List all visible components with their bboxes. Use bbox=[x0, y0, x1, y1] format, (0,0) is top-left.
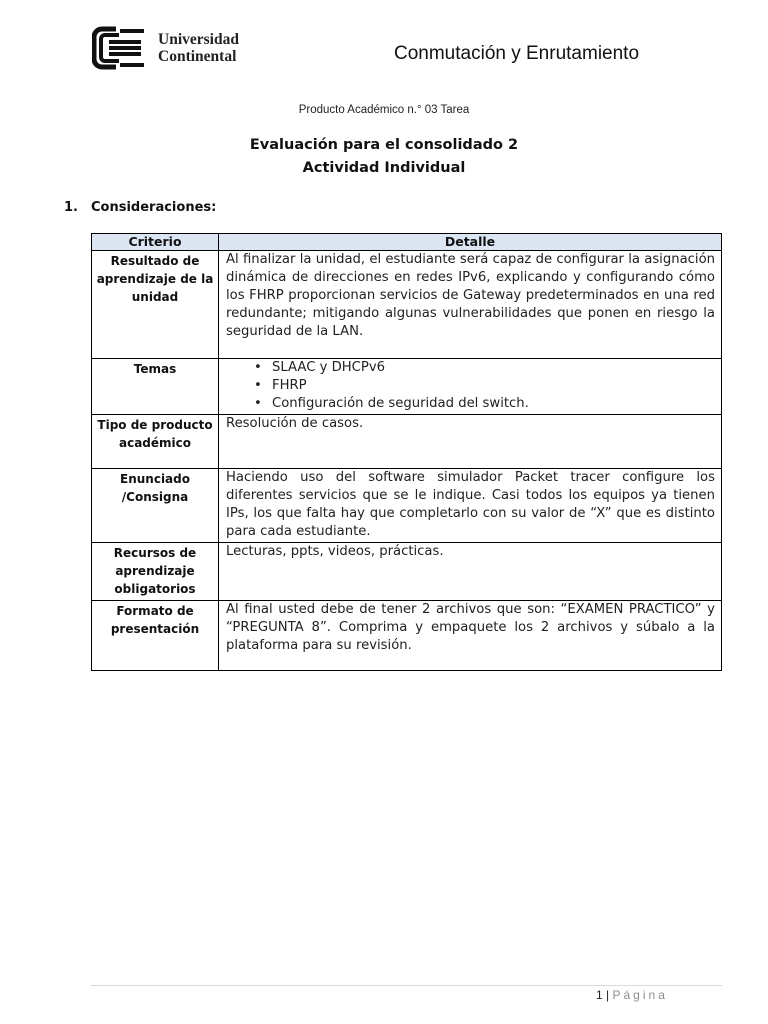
page-number: 1 bbox=[596, 988, 603, 1002]
logo-text bbox=[158, 31, 239, 65]
table-row bbox=[92, 359, 722, 415]
list-item: • FHRP bbox=[254, 377, 715, 395]
page-header bbox=[0, 0, 768, 100]
title-line-2: Actividad Individual bbox=[302, 160, 466, 176]
topics-list bbox=[226, 359, 715, 413]
header-criterio: Criterio bbox=[92, 234, 219, 251]
title-line-1: Evaluación para el consolidado 2 bbox=[249, 137, 519, 153]
table-header-row bbox=[92, 234, 722, 251]
section-number: 1. bbox=[64, 200, 78, 215]
detalle-cell bbox=[219, 359, 722, 415]
criterio-cell: Enunciado /Consigna bbox=[92, 469, 219, 543]
footer-divider bbox=[91, 985, 722, 986]
table-row bbox=[92, 415, 722, 469]
list-item: • SLAAC y DHCPv6 bbox=[254, 359, 715, 377]
criterio-cell: Recursos de aprendizaje obligatorios bbox=[92, 543, 219, 601]
university-logo bbox=[92, 26, 239, 70]
section-title: Consideraciones: bbox=[91, 200, 217, 215]
product-label: Producto Académico n.° 03 Tarea bbox=[298, 104, 470, 116]
table-row bbox=[92, 601, 722, 671]
considerations-table bbox=[91, 233, 722, 671]
header-detalle: Detalle bbox=[219, 234, 722, 251]
detalle-cell: Al finalizar la unidad, el estudiante será capaz de configurar la asignación dinámica de direcciones en redes IPv6, explicando y configurando cómo los FHRP proporcionan servicios de Gateway predeterminados en una red redundante; mitigando algunas vulnerabilidades que ponen en riesgo la seguridad de la LAN. bbox=[219, 251, 722, 359]
detalle-cell: Resolución de casos. bbox=[219, 415, 722, 469]
criterio-cell: Formato de presentación bbox=[92, 601, 219, 671]
logo-line-1: Universidad bbox=[158, 31, 239, 48]
document-title bbox=[0, 134, 768, 180]
detalle-cell: Lecturas, ppts, videos, prácticas. bbox=[219, 543, 722, 601]
criterio-cell: Temas bbox=[92, 359, 219, 415]
list-item: • Configuración de seguridad del switch. bbox=[254, 395, 715, 413]
criterio-cell: Tipo de producto académico bbox=[92, 415, 219, 469]
logo-line-2: Continental bbox=[158, 48, 237, 65]
criterio-cell: Resultado de aprendizaje de la unidad bbox=[92, 251, 219, 359]
detalle-cell: Haciendo uso del software simulador Packet tracer configure los diferentes servicios que se le indique. Casi todos los equipos ya tienen IPs, los que falta hay que completarlo con su valor de “X” que es distinto para cada estudiante. bbox=[219, 469, 722, 543]
page-footer bbox=[596, 988, 668, 1002]
course-title: Conmutación y Enrutamiento bbox=[394, 43, 640, 64]
table-row bbox=[92, 543, 722, 601]
footer-separator: | bbox=[606, 988, 610, 1002]
table-row bbox=[92, 469, 722, 543]
section-heading bbox=[64, 200, 216, 215]
page-word: Página bbox=[612, 988, 668, 1002]
table-row bbox=[92, 251, 722, 359]
detalle-cell: Al final usted debe de tener 2 archivos que son: “EXAMEN PRACTICO” y “PREGUNTA 8”. Comprima y empaquete los 2 archivos y súbalo a la plataforma para su revisión. bbox=[219, 601, 722, 671]
continental-logo-icon bbox=[92, 26, 148, 70]
